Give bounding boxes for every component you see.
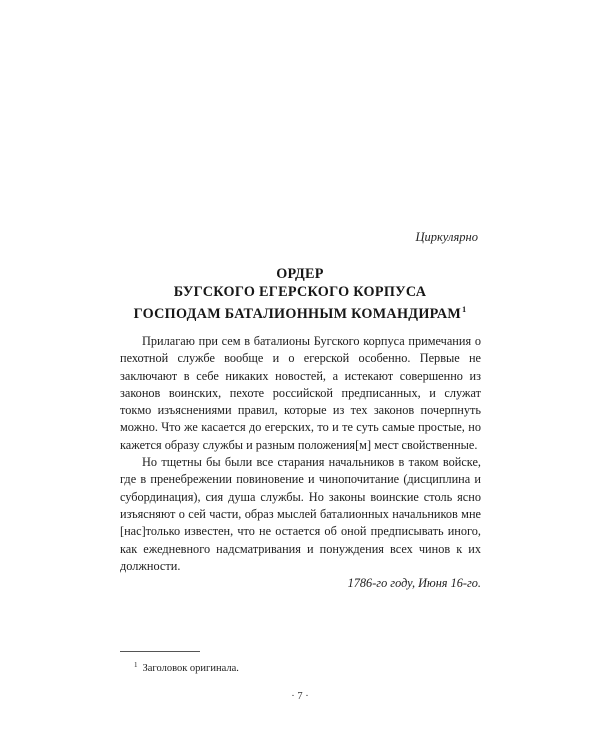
- document-body: [120, 333, 481, 592]
- title-footnote-marker: 1: [462, 305, 467, 314]
- body-paragraph-2: Но тщетны бы были все старания начальников в таком войске, где в пренебрежении повиновение и чинопочитание (дисциплина и субординация), сия душа службы. Но законы воинские столь ясно изъясняют о сей части, образ мыслей баталионных начальников мне [нас]только известен, что не остается об оной предписывать иного, как ежедневного надсматривания и понуждения всех чинов к их должности.: [120, 455, 481, 573]
- page-number: · 7 ·: [291, 691, 309, 702]
- title-line-3: [100, 301, 500, 324]
- title-line-1: ОРДЕР: [276, 266, 324, 282]
- footnote-divider: [120, 651, 200, 652]
- footnote: [134, 661, 239, 674]
- date-signature: 1786-го году, Июня 16-го.: [347, 576, 481, 591]
- circular-note: Циркулярно: [415, 230, 478, 244]
- document-title: [100, 266, 500, 324]
- title-line-2: БУГСКОГО ЕГЕРСКОГО КОРПУСА: [173, 283, 427, 300]
- title-line-3-text: ГОСПОДАМ БАТАЛИОННЫМ КОМАНДИРАМ: [133, 306, 462, 322]
- footnote-marker: 1: [134, 661, 138, 669]
- body-paragraph-1: Прилагаю при сем в баталионы Бугского корпуса примечания о пехотной службе вообще и о егерской особенно. Первые не заключают в себе никаких новостей, а истекают совершенно из законов воинских, пехоте российской предписанных, и служат токмо изъяснениями правил, которые из тех законов почерпнуть можно. Что же касается до егерских, то и те суть самые простые, но кажется образу службы и разным положения[м] мест свойственные.: [120, 334, 481, 452]
- footnote-text: Заголовок оригинала.: [142, 663, 239, 674]
